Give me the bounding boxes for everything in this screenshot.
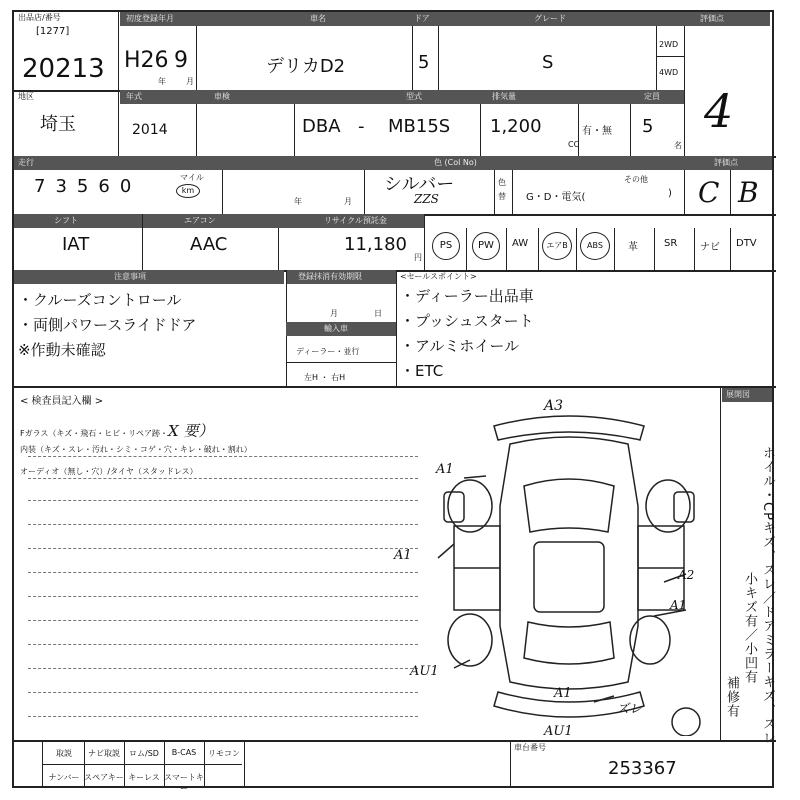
check-plate: ナンバー bbox=[48, 773, 80, 782]
color: シルバー bbox=[384, 174, 455, 195]
seats: 5 bbox=[642, 116, 654, 137]
year-unit: 年 bbox=[158, 77, 166, 86]
damage-mark: A1 bbox=[436, 462, 454, 477]
era-year: H26 bbox=[124, 48, 169, 73]
seats-header: 定員 bbox=[644, 92, 660, 101]
rear-window bbox=[524, 622, 614, 664]
color-change-label: 色 替 bbox=[498, 178, 506, 201]
spare-tire bbox=[672, 708, 700, 736]
note-item: ※作動未確認 bbox=[18, 341, 106, 359]
check-keyless: キーレス bbox=[128, 773, 160, 782]
recall-header: 車検 bbox=[214, 92, 230, 101]
import-header: 輸入車 bbox=[324, 324, 348, 333]
mileage-unit-km: km bbox=[176, 184, 200, 198]
grade-exterior: B bbox=[738, 176, 759, 209]
month-unit: 月 bbox=[186, 77, 194, 86]
glass-mark: X 要） bbox=[168, 422, 214, 440]
year-header: 初度登録年月 bbox=[126, 14, 174, 23]
displacement: 1,200 bbox=[490, 116, 542, 137]
model-header: 型式 bbox=[406, 92, 422, 101]
roof bbox=[534, 542, 604, 612]
steering: 左H ・ 右H bbox=[304, 373, 346, 382]
side-notes-2: 小キズ有／小凹有 bbox=[742, 572, 757, 684]
check-remote: リモコン bbox=[208, 749, 240, 758]
serial-header: 車台番号 bbox=[514, 743, 546, 752]
dealer-day: 日 bbox=[374, 309, 382, 318]
model-prefix: DBA bbox=[302, 116, 341, 137]
seats-unit: 名 bbox=[674, 141, 682, 150]
option-aw: AW bbox=[512, 238, 529, 249]
check-smart-key: スマートキー bbox=[164, 773, 204, 793]
score-header: 評価点 bbox=[700, 14, 724, 23]
sale-points-list bbox=[400, 284, 534, 384]
cc-unit: CC bbox=[568, 140, 580, 149]
recycle-unit: 円 bbox=[414, 253, 422, 262]
fuel-other: その他 bbox=[624, 175, 648, 184]
score: 4 bbox=[704, 84, 734, 138]
option-dtv: DTV bbox=[736, 238, 757, 249]
wheel-front-left bbox=[448, 480, 492, 532]
import-label: ディーラー・並行 bbox=[296, 347, 360, 356]
serial-number: 253367 bbox=[608, 758, 677, 779]
check-spare-key: スペアキー bbox=[84, 773, 124, 782]
grade-header: グレード bbox=[534, 14, 566, 23]
date-year-unit: 年 bbox=[294, 197, 302, 206]
date-month-unit: 月 bbox=[344, 197, 352, 206]
sale-points-header: <セールスポイント> bbox=[400, 272, 477, 281]
right-mirror bbox=[674, 492, 694, 522]
grade: S bbox=[542, 52, 554, 73]
mileage-header: 走行 bbox=[18, 158, 34, 167]
inspector-header: < 検査員記入欄 > bbox=[20, 396, 104, 407]
check-bcas: B-CAS bbox=[171, 748, 197, 757]
sale-point-item: ・プッシュスタート bbox=[400, 312, 534, 330]
fuel-close: ) bbox=[668, 188, 672, 199]
model-dash: - bbox=[358, 116, 365, 137]
check-manual: 取説 bbox=[56, 749, 72, 758]
dealer-header: 登録抹消有効期限 bbox=[298, 272, 362, 281]
exists: 有・無 bbox=[582, 126, 612, 137]
sale-point-item: ・ETC bbox=[400, 362, 444, 380]
car-body bbox=[500, 437, 638, 689]
damage-mark: AU1 bbox=[410, 664, 439, 679]
note-item: ・クルーズコントロール bbox=[18, 291, 182, 309]
row1-header-bar bbox=[120, 12, 770, 26]
color-header: 色 (Col No) bbox=[434, 158, 477, 167]
side-notes: ホイル・CPキズ、スレ／ドアミラーキズ、スレ bbox=[760, 446, 775, 745]
damage-mark: ズレ bbox=[616, 702, 643, 717]
sale-point-item: ・ディーラー出品車 bbox=[400, 287, 534, 305]
car-name-header: 車名 bbox=[310, 14, 326, 23]
aircon: AAC bbox=[190, 234, 228, 255]
reg-month: 9 bbox=[174, 48, 188, 73]
option-abs: ABS bbox=[580, 232, 610, 260]
notes-header: 注意事項 bbox=[114, 272, 146, 281]
damage-mark: A1 bbox=[394, 548, 412, 563]
wheel-front-right bbox=[646, 480, 690, 532]
car-name: デリカD2 bbox=[266, 56, 346, 77]
recycle: 11,180 bbox=[344, 234, 407, 255]
option-pw: PW bbox=[472, 232, 500, 260]
recycle-header: リサイクル預託金 bbox=[324, 216, 387, 225]
option-leather: 革 bbox=[628, 242, 638, 253]
lot-number: 20213 bbox=[22, 54, 105, 84]
diagram-header: 展開図 bbox=[726, 390, 750, 399]
model-year: 2014 bbox=[132, 122, 168, 138]
doors: 5 bbox=[418, 52, 430, 73]
left-mirror bbox=[444, 492, 464, 522]
fuel: G・D・電気( bbox=[526, 192, 586, 203]
check-navi-manual: ナビ取説 bbox=[88, 749, 120, 758]
windshield bbox=[524, 479, 614, 532]
lot-code: [1277] bbox=[36, 26, 70, 37]
lot-header: 出品店/番号 bbox=[18, 13, 61, 22]
drive-4wd: 4WD bbox=[659, 68, 679, 77]
region-header: 地区 bbox=[18, 92, 34, 101]
shift-header: シフト bbox=[54, 216, 78, 225]
damage-mark: AU1 bbox=[544, 724, 573, 739]
side-notes-3: 補修有 bbox=[724, 676, 739, 718]
dealer-month: 月 bbox=[330, 309, 338, 318]
doors-header: ドア bbox=[414, 14, 430, 23]
model-code: MB15S bbox=[388, 116, 451, 137]
aircon-header: エアコン bbox=[184, 216, 216, 225]
note-item: ・両側パワースライドドア bbox=[18, 316, 197, 334]
displacement-header: 排気量 bbox=[492, 92, 516, 101]
mileage-unit-mile: マイル bbox=[180, 173, 204, 182]
damage-mark: A2 bbox=[678, 568, 695, 582]
notes-list bbox=[18, 288, 196, 363]
mileage-digits: 73560 bbox=[34, 176, 142, 197]
shift: IAT bbox=[62, 234, 90, 255]
option-sunroof: SR bbox=[664, 238, 678, 249]
sale-point-item: ・アルミホイール bbox=[400, 337, 520, 355]
grade-interior: C bbox=[698, 176, 720, 209]
damage-mark: A1 bbox=[670, 598, 687, 612]
option-airbag: エアB bbox=[542, 232, 572, 260]
check-rom-sd: ロム/SD bbox=[129, 749, 159, 758]
wheel-rear-left bbox=[448, 614, 492, 666]
grade-int-ext-header: 評価点 bbox=[714, 158, 738, 167]
model-year-header: 年式 bbox=[126, 92, 142, 101]
damage-mark: A3 bbox=[544, 398, 564, 414]
car-damage-diagram bbox=[424, 396, 714, 736]
color-code: ZZS bbox=[414, 192, 439, 206]
audio-tire-line: オーディオ（無し・穴）/タイヤ（スタッドレス） bbox=[20, 467, 198, 476]
interior-line: 内装（キズ・スレ・汚れ・シミ・コゲ・穴・キレ・破れ・割れ） bbox=[20, 445, 252, 454]
damage-mark: A1 bbox=[554, 686, 572, 701]
drive-2wd: 2WD bbox=[659, 40, 679, 49]
region: 埼玉 bbox=[40, 114, 76, 135]
option-navi: ナビ bbox=[700, 242, 720, 253]
option-ps: PS bbox=[432, 232, 460, 260]
auction-sheet bbox=[12, 10, 775, 793]
glass-line: Fガラス（キズ・飛石・ヒビ・リペア跡・X 要） bbox=[20, 422, 214, 440]
